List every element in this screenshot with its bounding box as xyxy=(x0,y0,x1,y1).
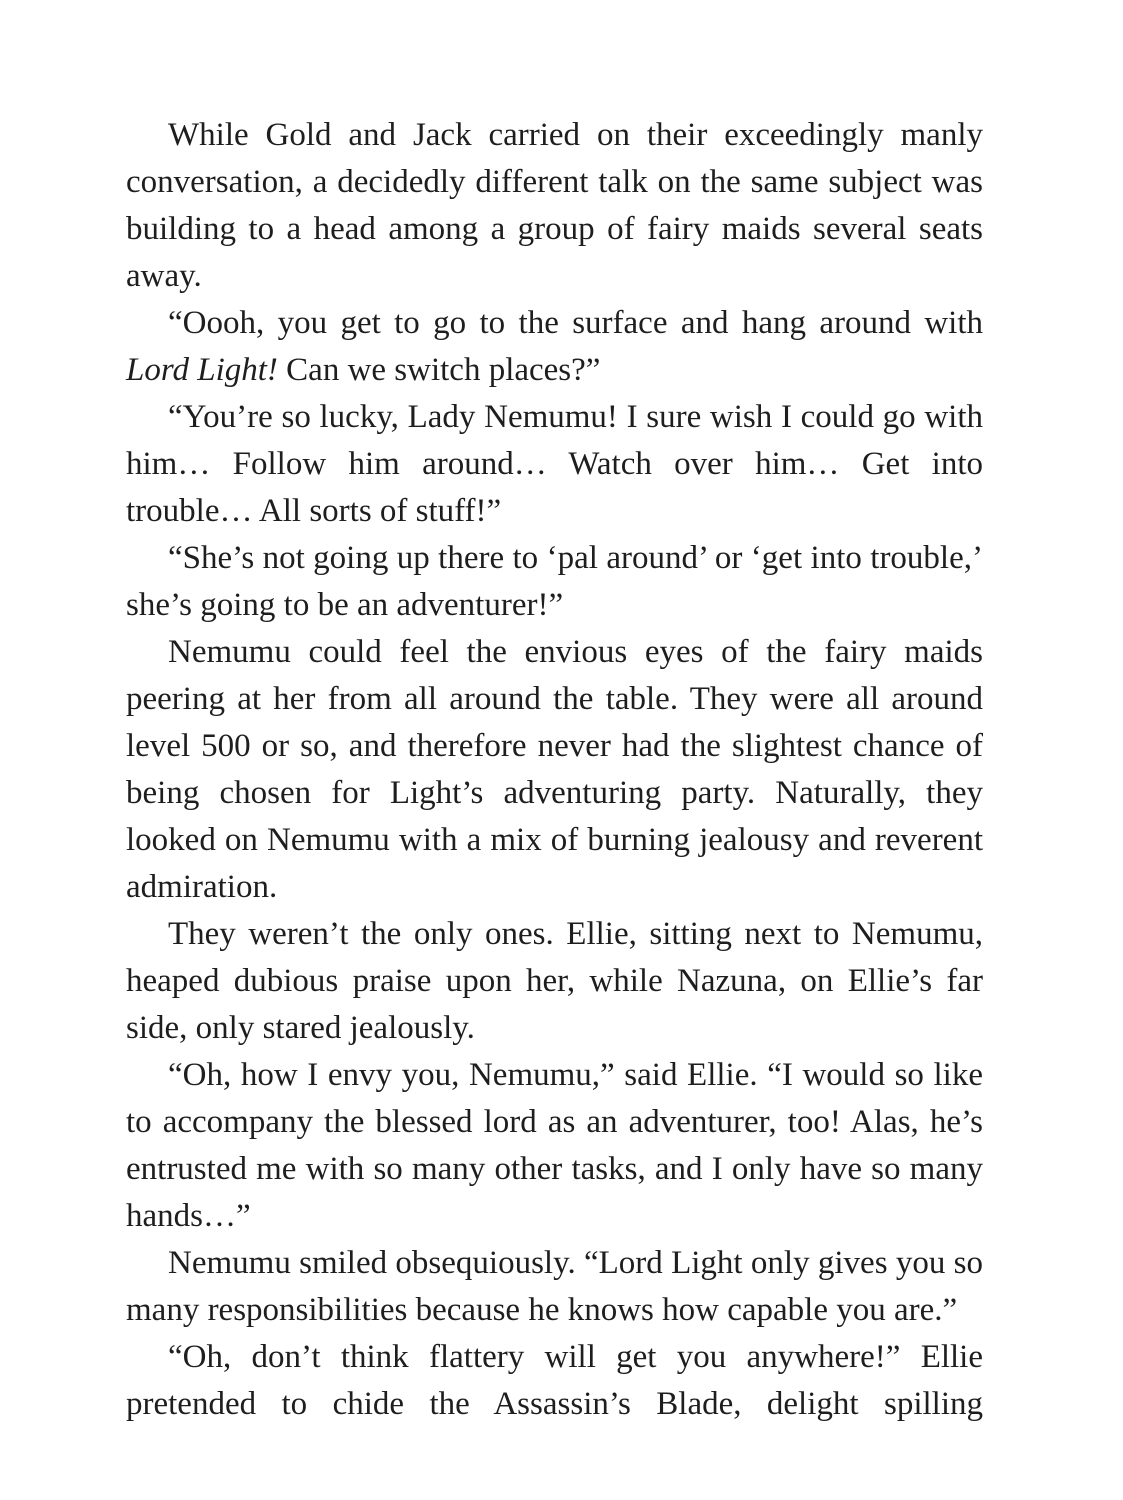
paragraph-9: “Oh, don’t think flattery will get you anywhere!” Ellie pretended to chide the Assassin’s Blade, delight spilling xyxy=(126,1339,983,1422)
paragraph-3: “You’re so lucky, Lady Nemumu! I sure wish I could go with him… Follow him around… Watch over him… Get into trouble… All sorts of stuff!” xyxy=(126,399,983,529)
paragraph-7: “Oh, how I envy you, Nemumu,” said Ellie. “I would so like to accompany the blessed lord as an adventurer, too! Alas, he’s entrusted me with so many other tasks, and I only have so many hands…” xyxy=(126,1057,983,1234)
paragraph-8: Nemumu smiled obsequiously. “Lord Light only gives you so many responsibilities because he knows how capable you are.” xyxy=(126,1245,983,1328)
paragraph-5: Nemumu could feel the envious eyes of the fairy maids peering at her from all around the table. They were all around level 500 or so, and therefore never had the slightest chance of being chosen for Light’s adventuring party. Naturally, they looked on Nemumu with a mix of burning jealousy and reverent admiration. xyxy=(126,634,983,905)
paragraph-6: They weren’t the only ones. Ellie, sitting next to Nemumu, heaped dubious praise upon her, while Nazuna, on Ellie’s far side, only stared jealously. xyxy=(126,916,983,1046)
paragraph-2-after: Can we switch places?” xyxy=(277,352,601,388)
paragraph-2-emphasis: Lord Light! xyxy=(126,352,278,388)
paragraph-1: While Gold and Jack carried on their exceedingly manly conversation, a decidedly different talk on the same subject was building to a head among a group of fairy maids several seats away. xyxy=(126,117,983,294)
book-page xyxy=(126,112,983,1428)
paragraph-2 xyxy=(126,300,983,394)
paragraph-4: “She’s not going up there to ‘pal around’ or ‘get into trouble,’ she’s going to be an adventurer!” xyxy=(126,540,983,623)
paragraph-2-before: “Oooh, you get to go to the surface and hang around with xyxy=(168,305,983,341)
